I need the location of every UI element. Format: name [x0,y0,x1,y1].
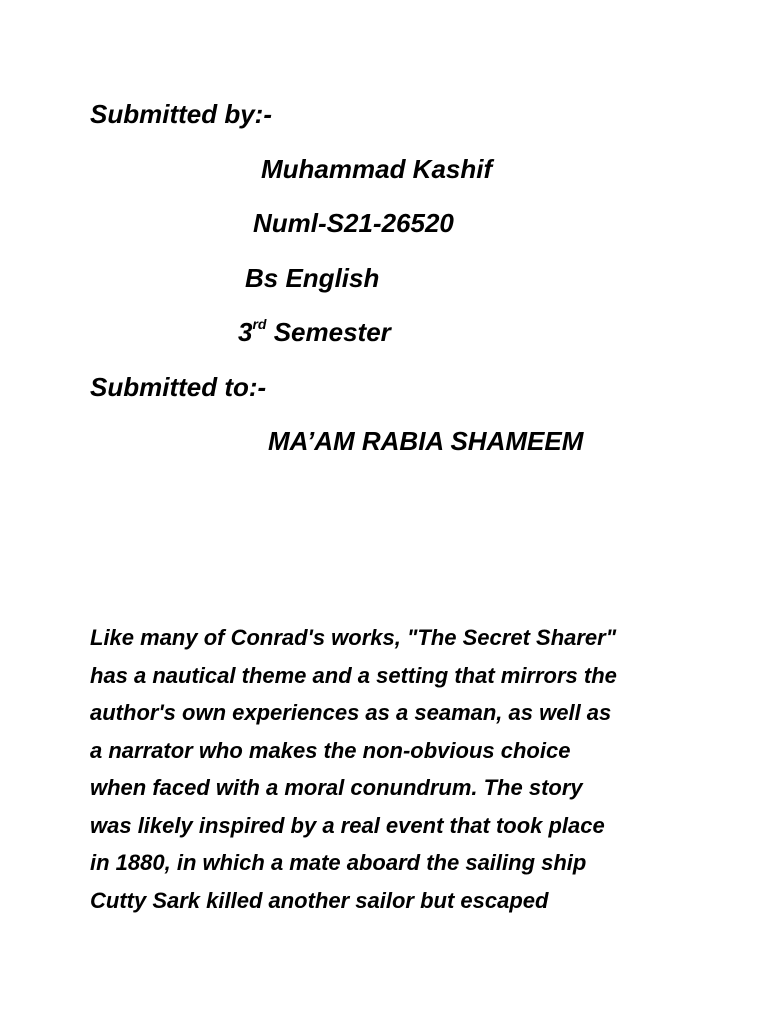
program-name: Bs English [245,263,380,293]
body-paragraph [90,619,690,919]
student-id: Numl-S21-26520 [253,208,454,238]
semester-number: 3 [238,317,253,347]
submitted-by-label: Submitted by:- [90,99,272,129]
submitted-to-label: Submitted to:- [90,372,267,402]
semester-line [238,316,391,348]
paragraph-line: Like many of Conrad's works, "The Secret Sharer" [90,625,617,650]
paragraph-line: was likely inspired by a real event that took place [90,812,605,838]
paragraph-line: has a nautical theme and a setting that mirrors the [90,662,617,688]
semester-ordinal-suffix: rd [252,316,267,332]
paragraph-line: when faced with a moral conundrum. The story [90,775,583,800]
paragraph-line: a narrator who makes the non-obvious choice [90,737,571,763]
paragraph-line: author's own experiences as a seaman, as well as [90,700,612,725]
semester-word: Semester [266,317,391,347]
student-name: Muhammad Kashif [261,154,493,184]
paragraph-line: in 1880, in which a mate aboard the sailing ship [90,850,587,875]
teacher-name: MA’AM RABIA SHAMEEM [268,426,584,456]
paragraph-line: Cutty Sark killed another sailor but escaped [90,887,549,913]
